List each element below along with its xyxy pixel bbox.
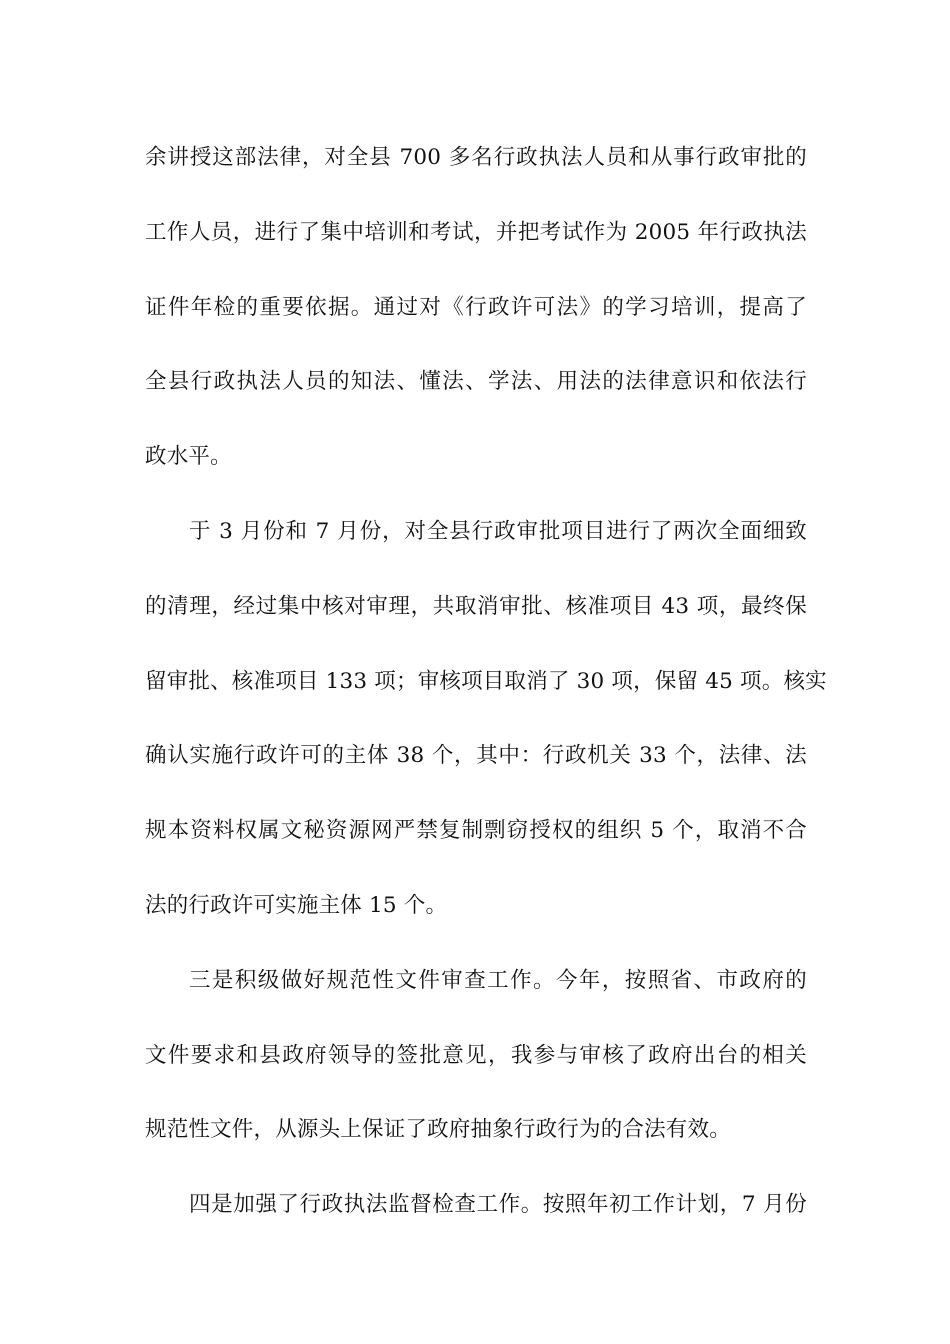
paragraph-3 bbox=[145, 944, 807, 1168]
text-line: 证件年检的重要依据。通过对《行政许可法》的学习培训，提高了 bbox=[145, 294, 807, 320]
text-line: 于 3 月份和 7 月份，对全县行政审批项目进行了两次全面细致 bbox=[189, 518, 807, 544]
text-line: 留审批、核准项目 133 项；审核项目取消了 30 项，保留 45 项。核实 bbox=[145, 668, 827, 694]
text-line: 工作人员，进行了集中培训和考试，并把考试作为 2005 年行政执法 bbox=[145, 219, 807, 245]
paragraph-4 bbox=[145, 1168, 807, 1243]
text-line: 规本资料权属文秘资源网严禁复制剽窃授权的组织 5 个，取消不合 bbox=[145, 818, 807, 844]
text-line: 余讲授这部法律，对全县 700 多名行政执法人员和从事行政审批的 bbox=[145, 145, 807, 170]
document-page bbox=[145, 121, 827, 1243]
text-line: 政水平。 bbox=[145, 444, 232, 470]
paragraph-2 bbox=[145, 495, 827, 944]
text-line: 全县行政执法人员的知法、懂法、学法、用法的法律意识和依法行 bbox=[145, 369, 807, 395]
text-line: 三是积级做好规范性文件审查工作。今年，按照省、市政府的 bbox=[189, 967, 807, 993]
text-line: 四是加强了行政执法监督检查工作。按照年初工作计划，7 月份 bbox=[189, 1192, 807, 1218]
text-line: 确认实施行政许可的主体 38 个，其中：行政机关 33 个，法律、法 bbox=[145, 743, 807, 769]
paragraph-1 bbox=[145, 121, 807, 495]
text-line: 文件要求和县政府领导的签批意见，我参与审核了政府出台的相关 bbox=[145, 1042, 807, 1068]
text-line: 规范性文件，从源头上保证了政府抽象行政行为的合法有效。 bbox=[145, 1117, 731, 1143]
text-line: 的清理，经过集中核对审理，共取消审批、核准项目 43 项，最终保 bbox=[145, 593, 807, 619]
text-line: 法的行政许可实施主体 15 个。 bbox=[145, 892, 448, 918]
